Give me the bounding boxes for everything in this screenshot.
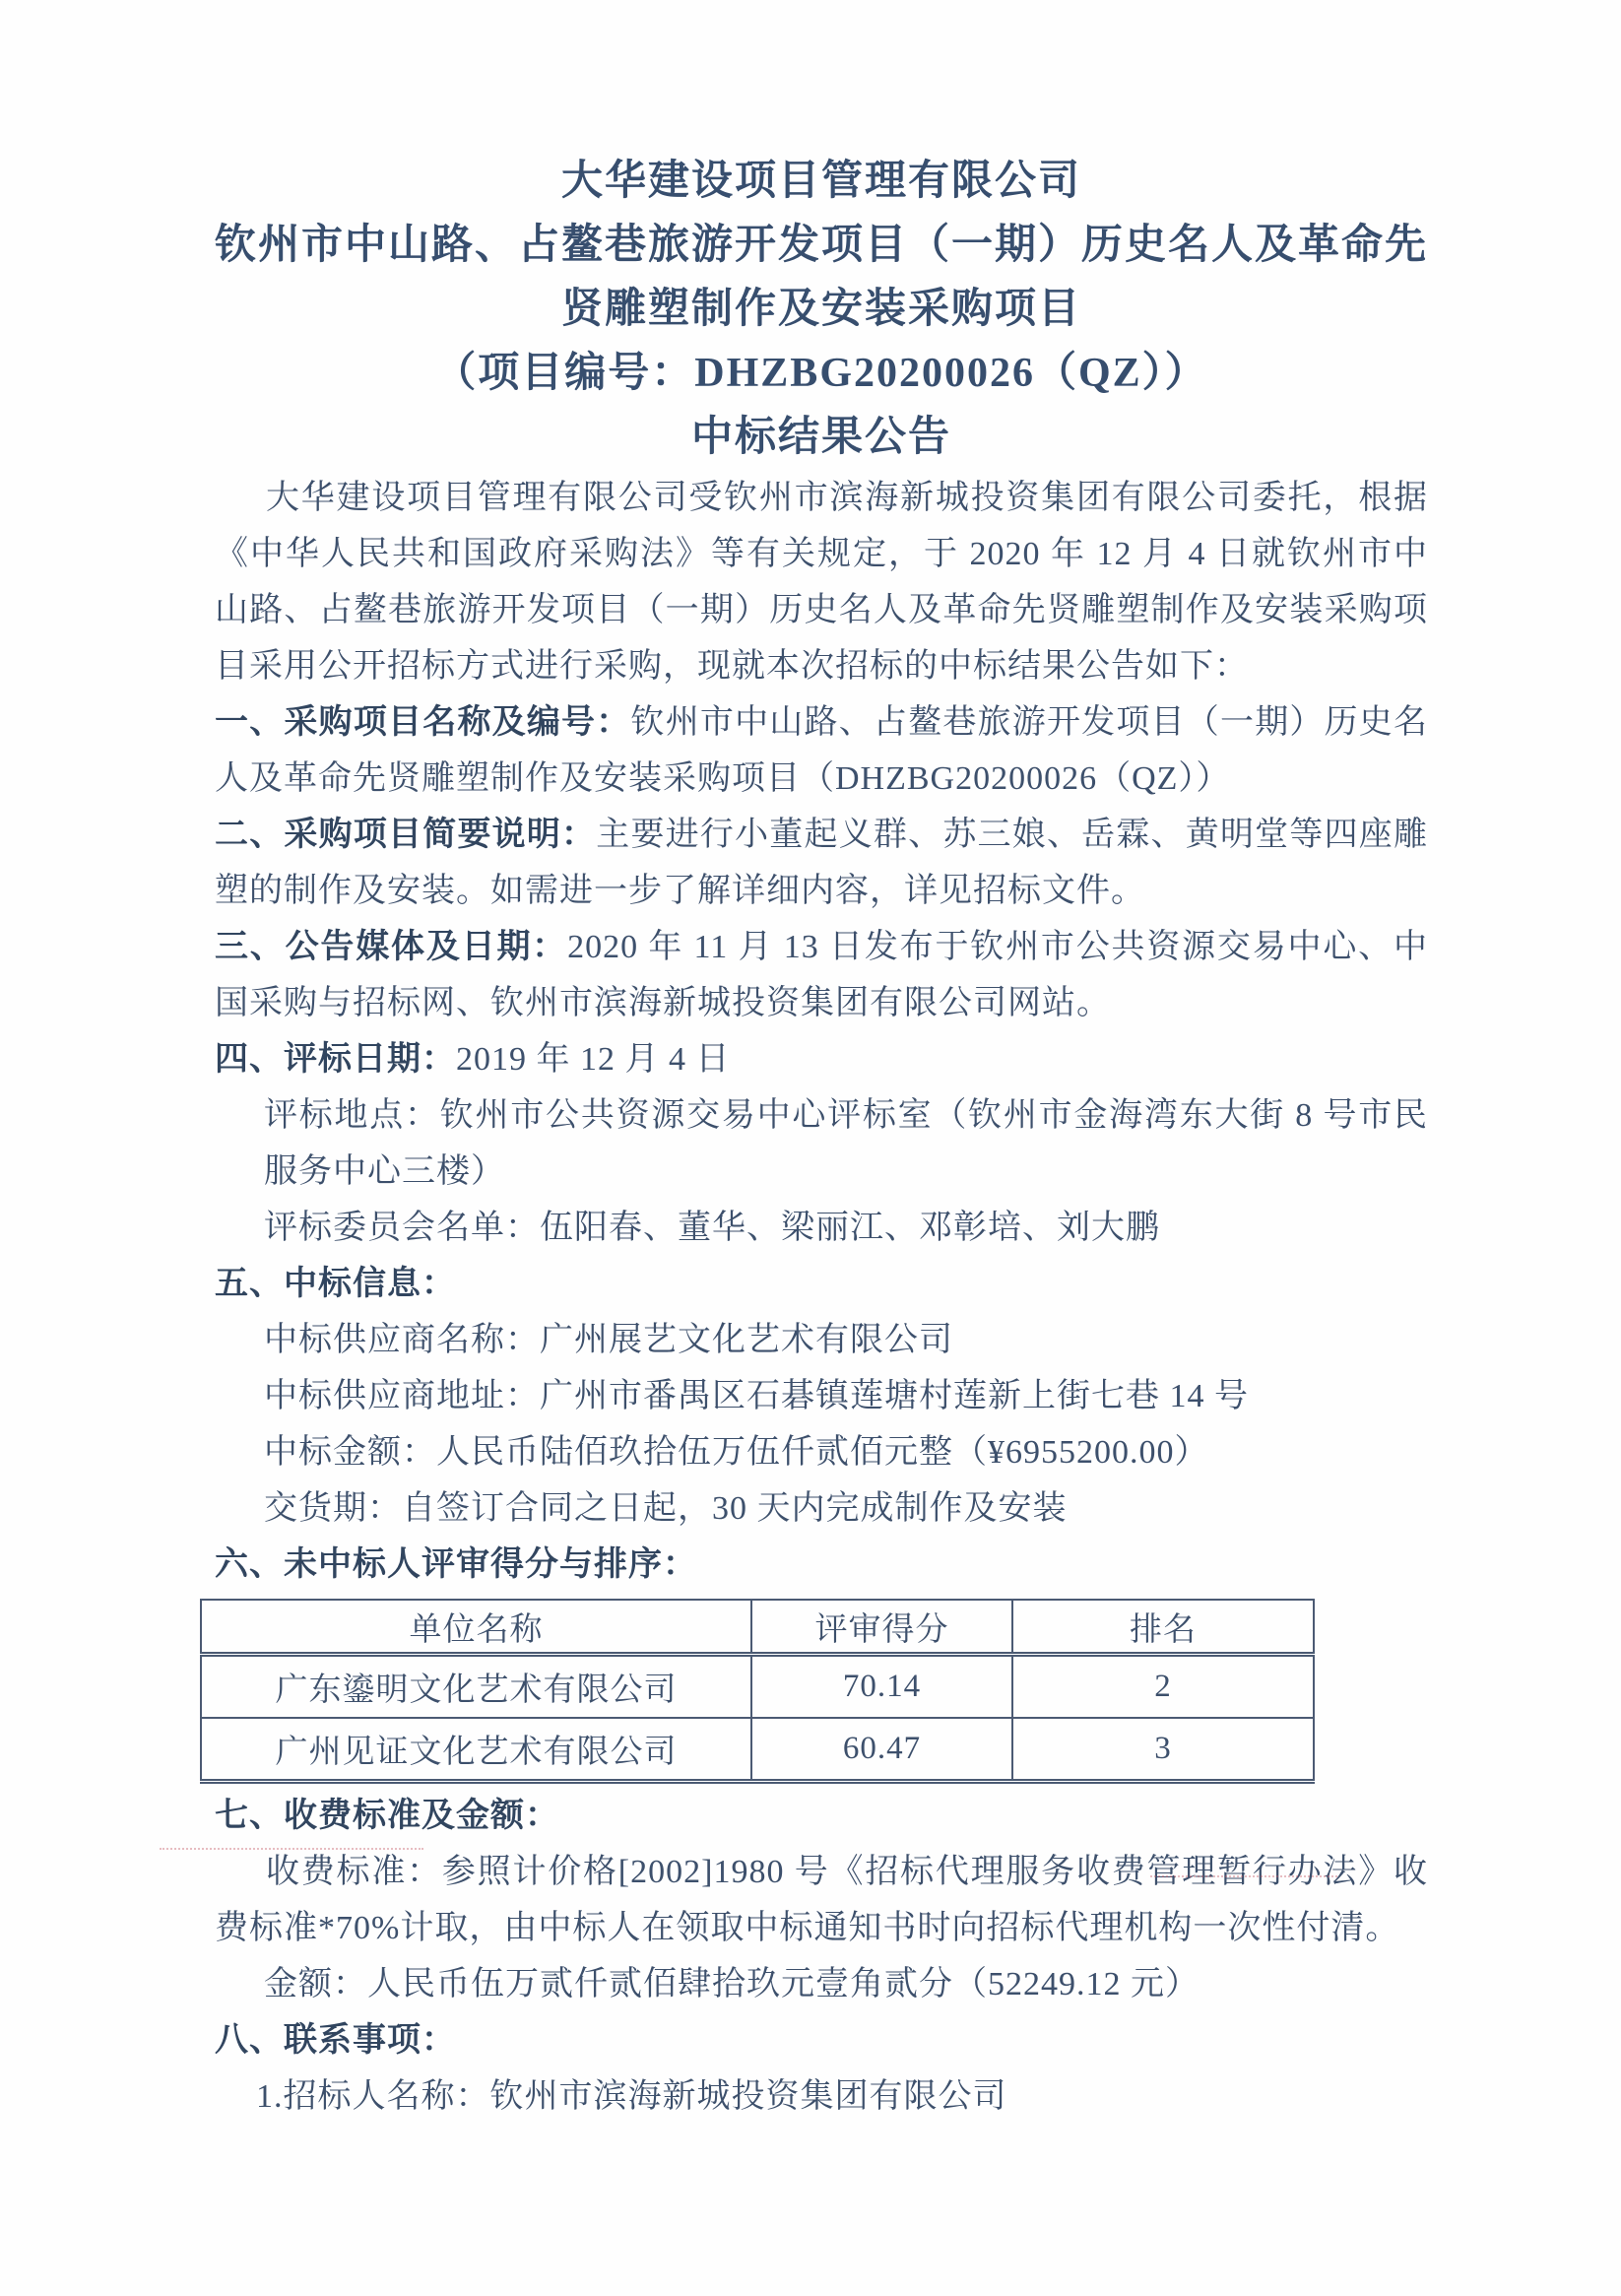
table-cell-score: 70.14 [751,1655,1012,1719]
section-3-text: 2020 年 11 月 13 日发布于钦州市公共资源交易中心、中国采购与招标网、钦州市滨海新城投资集团有限公司网站。 [215,929,1428,1021]
section-6-label: 六、未中标人评审得分与排序： [215,1546,697,1583]
table-row [201,1655,1314,1719]
losing-bidders-score-table [200,1599,1315,1784]
header-rank: 排名 [1012,1600,1314,1655]
document-title-line-1: 大华建设项目管理有限公司 [560,159,1081,204]
section-7-fee-standard [215,1788,1428,1844]
section-7-label: 七、收费标准及金额： [215,1798,559,1834]
section-6-losing-bidders [215,1537,1428,1593]
section-4-date: 2019 年 12 月 4 日 [456,1041,731,1078]
section-3-label: 三、公告媒体及日期： [215,929,568,965]
table-cell-score: 60.47 [751,1718,1012,1782]
fee-amount-line: 金额：人民币伍万贰仟贰佰肆拾玖元壹角贰分（52249.12 元） [264,1966,1200,2002]
table-header-row [201,1600,1314,1655]
winning-amount-line: 中标金额：人民币陆佰玖拾伍万伍仟贰佰元整（¥6955200.00） [264,1434,1209,1471]
section-1-project-name [215,694,1428,807]
section-2-text: 主要进行小董起义群、苏三娘、岳霖、黄明堂等四座雕塑的制作及安装。如需进一步了解详细内容，详见招标文件。 [215,817,1428,909]
section-1-text: 钦州市中山路、占鳌巷旅游开发项目（一期）历史名人及革命先贤雕塑制作及安装采购项目（DHZBG20200026（QZ）） [215,704,1429,797]
section-8-label: 八、联系事项： [215,2022,456,2059]
table-cell-rank: 2 [1012,1655,1314,1719]
evaluation-location-line: 评标地点：钦州市公共资源交易中心评标室（钦州市金海湾东大街 8 号市民服务中心三楼） [264,1097,1428,1190]
fee-standard-paragraph: 收费标准：参照计价格[2002]1980 号《招标代理服务收费管理暂行办法》收费标准*70%计取，由中标人在领取中标通知书时向招标代理机构一次性付清。 [215,1854,1428,1946]
delivery-period-line: 交货期：自签订合同之日起，30 天内完成制作及安装 [264,1490,1068,1527]
section-5-label: 五、中标信息： [215,1266,456,1302]
section-2-label: 二、采购项目简要说明： [215,817,597,853]
section-8-contact-matters [215,2012,1428,2068]
winning-supplier-address-line: 中标供应商地址：广州市番禺区石碁镇莲塘村莲新上街七巷 14 号 [264,1378,1249,1414]
table-row [201,1718,1314,1782]
section-3-announcement-media [215,919,1428,1031]
section-2-project-summary [215,807,1428,919]
table-cell-company: 广东鎏明文化艺术有限公司 [201,1655,751,1719]
section-1-label: 一、采购项目名称及编号： [215,704,631,741]
tenderer-name-line: 1.招标人名称：钦州市滨海新城投资集团有限公司 [256,2078,1007,2115]
header-review-score: 评审得分 [751,1600,1012,1655]
winning-supplier-name-line: 中标供应商名称：广州展艺文化艺术有限公司 [264,1322,953,1358]
section-5-award-info [215,1256,1428,1312]
document-title-line-2: 钦州市中山路、占鳌巷旅游开发项目（一期）历史名人及革命先 [215,223,1429,268]
document-title-line-3: 贤雕塑制作及安装采购项目 [560,287,1081,332]
header-company-name: 单位名称 [201,1600,751,1655]
table-cell-rank: 3 [1012,1718,1314,1782]
document-content [215,150,1428,2125]
evaluation-committee-line: 评标委员会名单：伍阳春、董华、梁丽江、邓彰培、刘大鹏 [264,1210,1160,1246]
intro-paragraph: 大华建设项目管理有限公司受钦州市滨海新城投资集团有限公司委托，根据《中华人民共和国政府采购法》等有关规定，于 2020 年 12 月 4 日就钦州市中山路、占鳌巷旅游开发项目（一期）历史名人及革命先贤雕塑制作及安装采购项目采用公开招标方式进行采购，现就本次招标的中标结果公告如下： [215,480,1428,685]
announcement-type-line: 中标结果公告 [690,415,951,460]
project-number-line: （项目编号：DHZBG20200026（QZ）） [434,351,1208,396]
section-4-label: 四、评标日期： [215,1041,456,1078]
scan-red-artifact [1150,1875,1337,1877]
table-cell-company: 广州见证文化艺术有限公司 [201,1718,751,1782]
scan-red-artifact [160,1848,423,1850]
section-4-evaluation-date [215,1031,1428,1087]
